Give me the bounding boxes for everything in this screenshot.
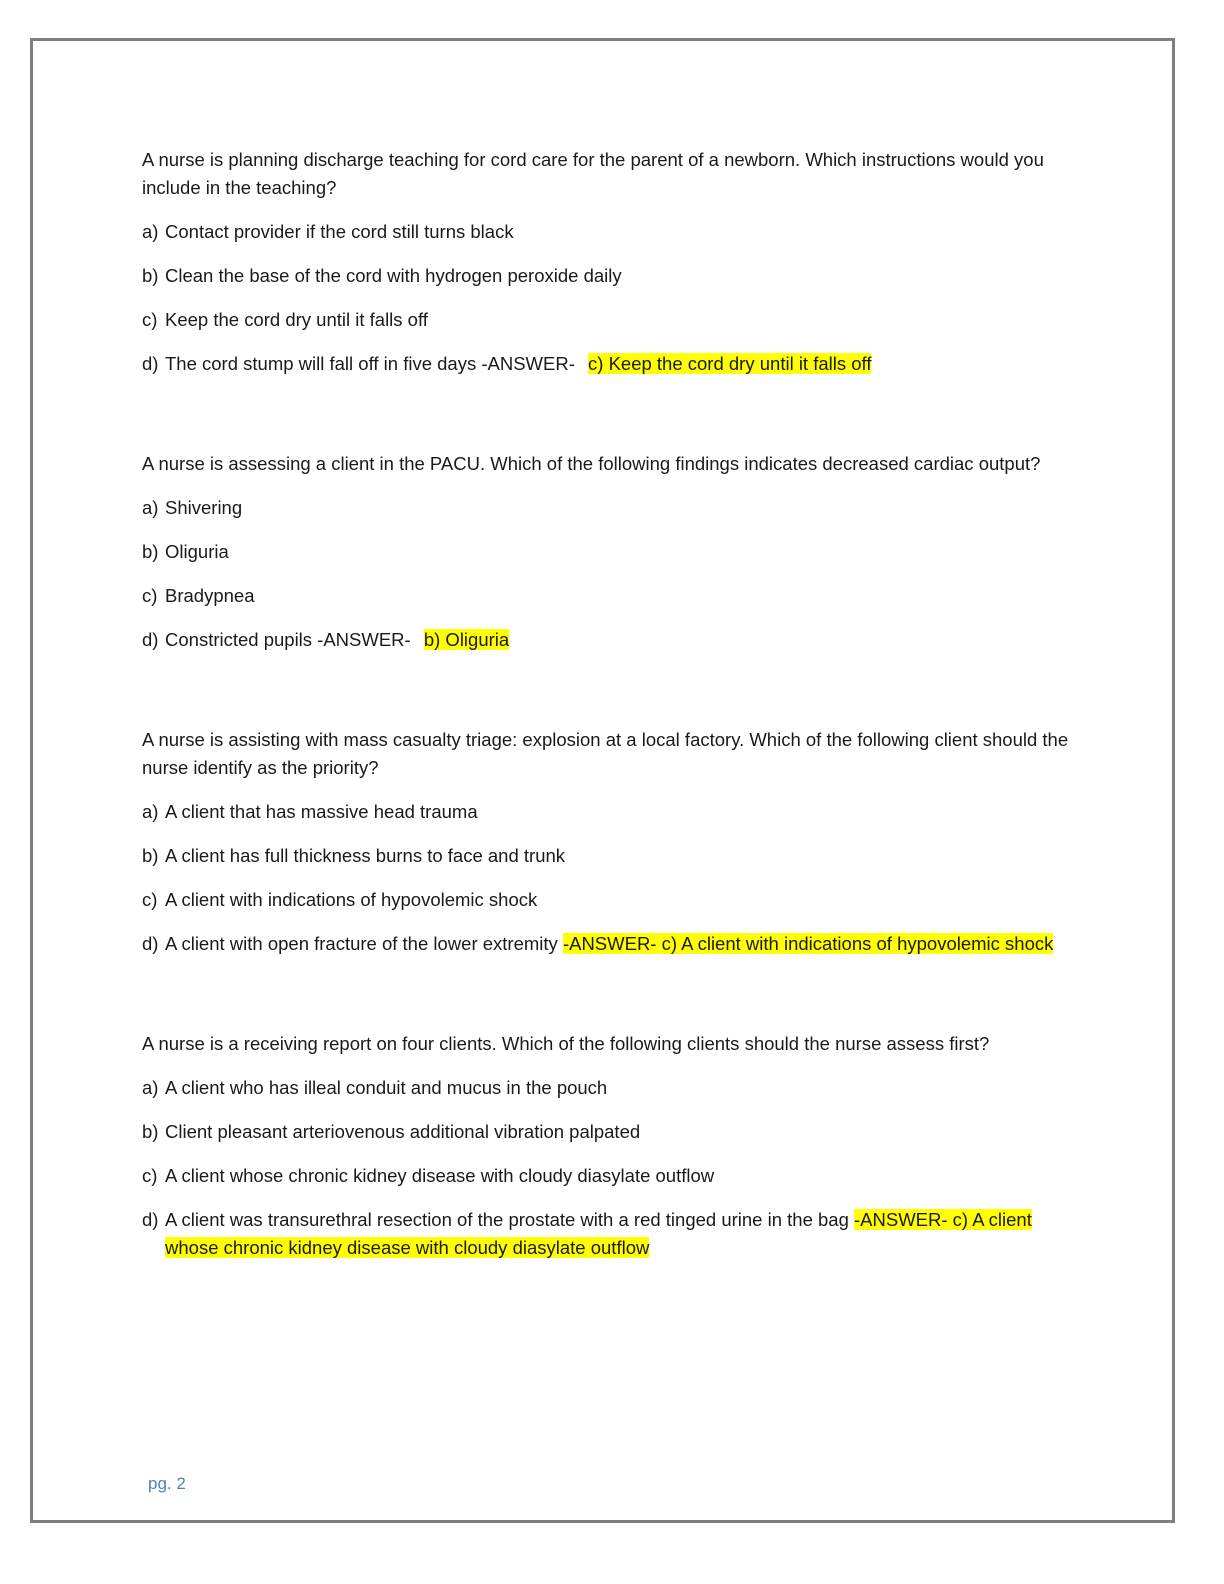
option-letter: a) xyxy=(142,801,159,822)
option-b xyxy=(142,842,1077,870)
option-d xyxy=(142,626,1077,654)
option-text: A client with indications of hypovolemic shock xyxy=(165,889,538,910)
question-block xyxy=(142,450,1077,654)
option-text: Clean the base of the cord with hydrogen peroxide daily xyxy=(165,265,622,286)
option-letter: b) xyxy=(142,541,159,562)
page-number: pg. 2 xyxy=(148,1474,186,1493)
option-text: A client who has illeal conduit and mucus in the pouch xyxy=(165,1077,608,1098)
option-letter: c) xyxy=(142,585,158,606)
answer-highlight: b) Oliguria xyxy=(423,629,510,650)
option-letter: b) xyxy=(142,265,159,286)
option-text: A client that has massive head trauma xyxy=(165,801,478,822)
option-text: Constricted pupils -ANSWER- xyxy=(165,629,411,650)
option-text: Oliguria xyxy=(165,541,229,562)
option-letter: a) xyxy=(142,1077,159,1098)
option-c xyxy=(142,582,1077,610)
document-body xyxy=(142,146,1077,1334)
option-text: Shivering xyxy=(165,497,243,518)
option-c xyxy=(142,306,1077,334)
option-text: Contact provider if the cord still turns black xyxy=(165,221,514,242)
question-stem: A nurse is assisting with mass casualty triage: explosion at a local factory. Which of the following client should the nurse identify as the priority? xyxy=(142,729,1069,778)
option-letter: b) xyxy=(142,1121,159,1142)
question-block xyxy=(142,1030,1077,1262)
option-letter: c) xyxy=(142,1165,158,1186)
question-block xyxy=(142,726,1077,958)
option-b xyxy=(142,538,1077,566)
option-text: A client whose chronic kidney disease with cloudy diasylate outflow xyxy=(165,1165,715,1186)
option-d xyxy=(142,350,1077,378)
option-text: Keep the cord dry until it falls off xyxy=(165,309,428,330)
option-letter: c) xyxy=(142,309,158,330)
option-letter: a) xyxy=(142,221,159,242)
option-letter: a) xyxy=(142,497,159,518)
option-letter: d) xyxy=(142,353,159,374)
answer-highlight: -ANSWER- c) A client with indications of hypovolemic shock xyxy=(562,933,1054,954)
answer-highlight: -ANSWER- c) A client whose chronic kidney disease with cloudy diasylate outflow xyxy=(165,1209,1032,1258)
option-c xyxy=(142,1162,1077,1190)
option-letter: c) xyxy=(142,889,158,910)
option-a xyxy=(142,798,1077,826)
question-stem: A nurse is assessing a client in the PACU. Which of the following findings indicates decreased cardiac output? xyxy=(142,453,1041,474)
option-d xyxy=(142,1206,1077,1262)
option-b xyxy=(142,262,1077,290)
question-stem: A nurse is a receiving report on four clients. Which of the following clients should the nurse assess first? xyxy=(142,1033,990,1054)
option-a xyxy=(142,218,1077,246)
option-text: Bradypnea xyxy=(165,585,255,606)
option-letter: d) xyxy=(142,933,159,954)
answer-highlight: c) Keep the cord dry until it falls off xyxy=(588,353,872,374)
option-c xyxy=(142,886,1077,914)
option-letter: b) xyxy=(142,845,159,866)
option-letter: d) xyxy=(142,629,159,650)
question-stem: A nurse is planning discharge teaching for cord care for the parent of a newborn. Which instructions would you include in the teaching? xyxy=(142,149,1044,198)
option-text: A client was transurethral resection of the prostate with a red tinged urine in the bag xyxy=(165,1209,849,1230)
option-d xyxy=(142,930,1077,958)
option-b xyxy=(142,1118,1077,1146)
question-block xyxy=(142,146,1077,378)
option-letter: d) xyxy=(142,1209,159,1230)
option-text: Client pleasant arteriovenous additional vibration palpated xyxy=(165,1121,641,1142)
option-text: The cord stump will fall off in five days -ANSWER- xyxy=(165,353,575,374)
option-a xyxy=(142,494,1077,522)
option-a xyxy=(142,1074,1077,1102)
option-text: A client has full thickness burns to face and trunk xyxy=(165,845,566,866)
option-text: A client with open fracture of the lower extremity xyxy=(165,933,558,954)
